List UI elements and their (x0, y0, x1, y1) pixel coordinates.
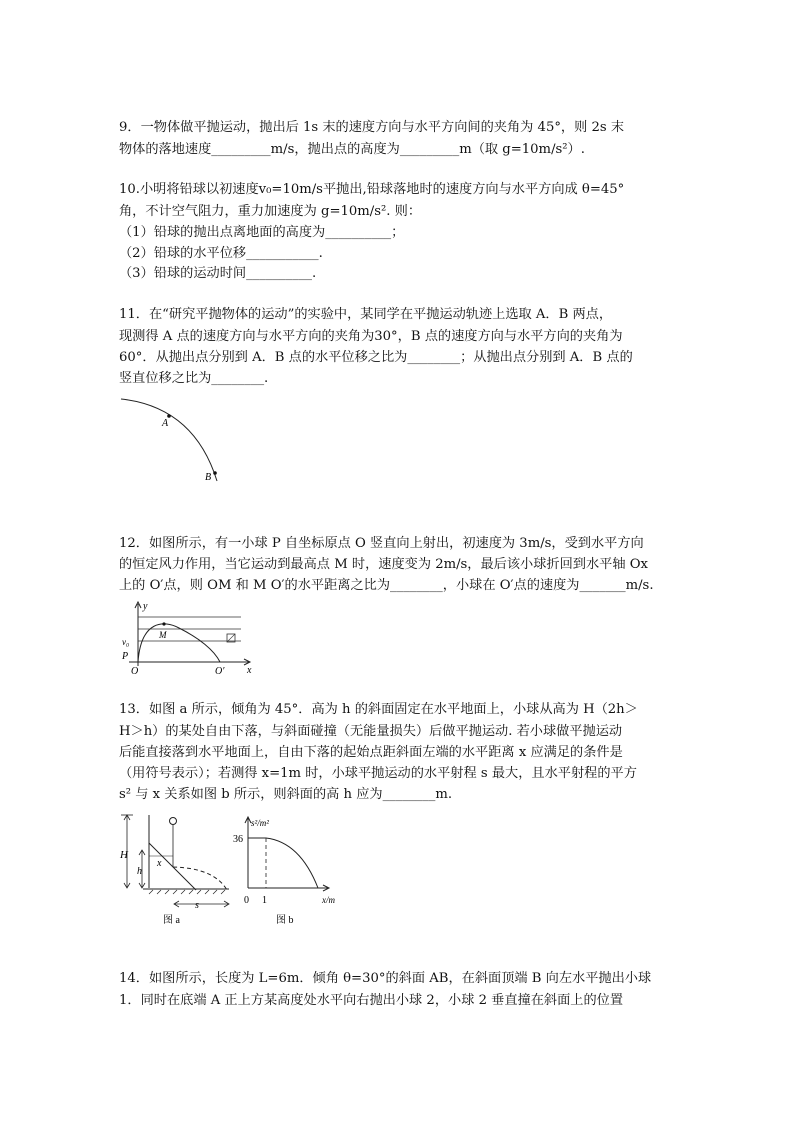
q13-caption-a: 图 a (163, 915, 180, 926)
q13-label-s: s (195, 900, 199, 911)
q13b-ylabel: s²/m² (251, 818, 269, 828)
q12-label-o-prime: O′ (215, 666, 225, 677)
q13-ball (170, 818, 177, 825)
q14-line-1: 14．如图所示，长度为 L=6m．倾角 θ=30°的斜面 AB，在斜面顶端 B 向左水平抛出小球 (119, 971, 652, 986)
q11-trajectory-curve (121, 399, 217, 481)
q10-line-3: （1）铅球的抛出点离地面的高度为__________； (119, 225, 405, 240)
q12-point-m (162, 622, 165, 625)
q12-line-2: 的恒定风力作用，当它运动到最高点 M 时，速度变为 2m/s，最后该小球折回到水平轴 Ox (119, 557, 648, 572)
q11-label-b: B (205, 472, 212, 483)
q13-line-5: s² 与 x 关系如图 b 所示，则斜面的高 h 应为________m. (119, 787, 453, 802)
q11-line-2: 现测得 A 点的速度方向与水平方向的夹角为30°，B 点的速度方向与水平方向的夹角为 (119, 329, 623, 344)
q9-line-1: 9．一物体做平抛运动，抛出后 1s 末的速度方向与水平方向间的夹角为 45°，则 2s 末 (119, 120, 625, 135)
q10-line-5: （3）铅球的运动时间__________. (119, 266, 317, 281)
q13b-tick-0: 0 (244, 895, 249, 906)
q10-line-1: 10.小明将铅球以初速度v₀=10m/s平抛出,铅球落地时的速度方向与水平方向成 θ=45° (119, 182, 625, 197)
q13b-tick-36: 36 (233, 834, 243, 845)
q12-label-m: M (159, 630, 167, 640)
q11-label-a: A (162, 418, 169, 429)
q11-line-4: 竖直位移之比为________. (119, 371, 269, 386)
q11-line-1: 11．在“研究平抛物体的运动”的实验中，某同学在平抛运动轨迹上选取 A．B 两点， (119, 307, 613, 322)
q13-label-h-big: H (120, 849, 128, 861)
q12-label-v0: v₀ (122, 637, 130, 647)
q10-line-2: 角，不计空气阻力，重力加速度为 g=10m/s². 则： (119, 204, 422, 219)
q12-wind-figure (119, 600, 259, 676)
q13b-curve (248, 838, 318, 888)
q12-label-o: O (131, 666, 139, 677)
q13-label-x: x (157, 858, 162, 869)
q14-line-2: 1．同时在底端 A 正上方某高度处水平向右抛出小球 2，小球 2 垂直撞在斜面上的位置 (119, 993, 624, 1008)
q11-point-b (213, 471, 217, 475)
q13-line-4: （用符号表示）；若测得 x=1m 时，小球平抛运动的水平射程 s 最大，且水平射程的平方 (119, 766, 637, 781)
q13-line-2: H＞h）的某处自由下落，与斜面碰撞（无能量损失）后做平抛运动. 若小球做平抛运动 (119, 724, 623, 739)
q13-line-1: 13．如图 a 所示，倾角为 45°．高为 h 的斜面固定在水平地面上，小球从高为 H（2h＞ (119, 702, 638, 717)
q13-figure-b (232, 810, 344, 928)
q11-line-3: 60°．从抛出点分别到 A．B 点的水平位移之比为________；从抛出点分别到 A．B 点的 (119, 350, 633, 365)
q11-trajectory-figure (119, 395, 229, 485)
q12-line-3: 上的 O′点，则 OM 和 M O′的水平距离之比为________，小球在 O′点的速度为_______m/s. (119, 578, 654, 593)
q10-line-4: （2）铅球的水平位移___________. (119, 246, 323, 261)
q13-figure-a (119, 808, 231, 928)
q12-label-y: y (143, 601, 148, 612)
q13-line-3: 后能直接落到水平地面上，自由下落的起始点距斜面左端的水平距离 x 应满足的条件是 (119, 745, 623, 760)
q12-ball-trajectory (138, 624, 220, 662)
q13b-xlabel: x/m (322, 895, 335, 905)
q12-line-1: 12．如图所示，有一小球 P 自坐标原点 O 竖直向上射出，初速度为 3m/s，受到水平方向 (119, 536, 644, 551)
q13-projectile-path (173, 867, 227, 890)
q13b-caption: 图 b (276, 915, 294, 926)
q13-label-h-small: h (137, 866, 142, 877)
q13b-tick-1: 1 (262, 895, 267, 906)
q12-label-p: P (122, 651, 129, 662)
q12-label-x: x (247, 665, 252, 676)
q9-line-2: 物体的落地速度_________m/s，抛出点的高度为_________m（取 g=10m/s²）. (119, 142, 585, 157)
